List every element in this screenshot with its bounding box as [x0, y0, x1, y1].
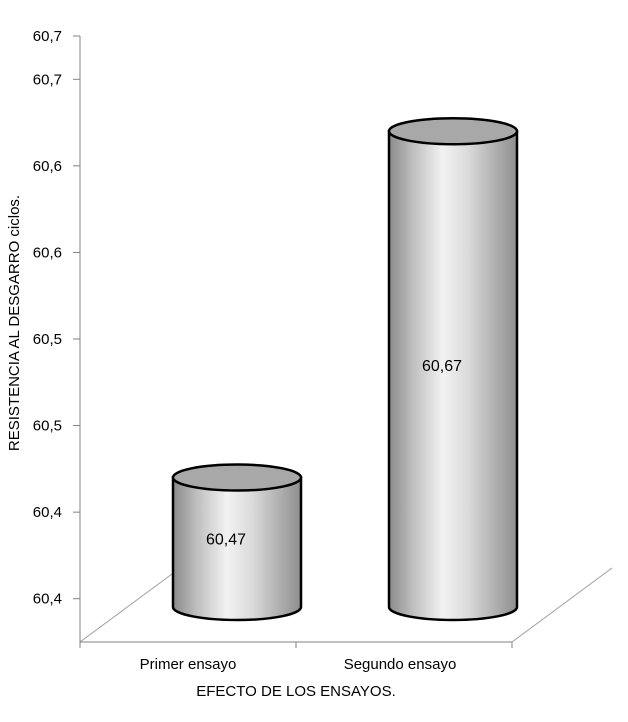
bar-top — [389, 118, 517, 144]
x-axis — [80, 642, 512, 673]
bars — [173, 118, 517, 620]
y-tick-label: 60,7 — [32, 71, 62, 89]
y-tick-label: 60,4 — [32, 504, 62, 522]
y-axis-title: RESISTENCIA AL DESGARRO ciclos. — [6, 194, 23, 452]
y-tick-label: 60,6 — [32, 157, 62, 175]
data-label: 60,47 — [205, 531, 247, 549]
x-axis-title: EFECTO DE LOS ENSAYOS. — [196, 683, 396, 700]
bar-1 — [173, 465, 301, 620]
x-tick-labels — [140, 656, 457, 673]
y-ticks — [33, 28, 80, 608]
x-tick-label: Segundo ensayo — [343, 656, 457, 673]
floor-back-edge — [80, 574, 172, 642]
x-tick-label: Primer ensayo — [139, 656, 237, 673]
y-tick-label: 60,6 — [32, 244, 62, 262]
bar-top — [173, 465, 301, 491]
y-tick-label: 60,5 — [32, 331, 62, 348]
bar-body — [389, 131, 517, 620]
bar-2 — [389, 118, 517, 620]
bar-body — [173, 478, 301, 620]
floor — [80, 568, 612, 642]
y-tick-label: 60,4 — [32, 590, 62, 608]
y-tick-label: 60,7 — [32, 28, 62, 45]
y-tick-label: 60,5 — [32, 417, 62, 435]
y-axis — [33, 28, 80, 642]
floor-front-edge — [512, 568, 612, 642]
data-label: 60,67 — [421, 358, 463, 376]
